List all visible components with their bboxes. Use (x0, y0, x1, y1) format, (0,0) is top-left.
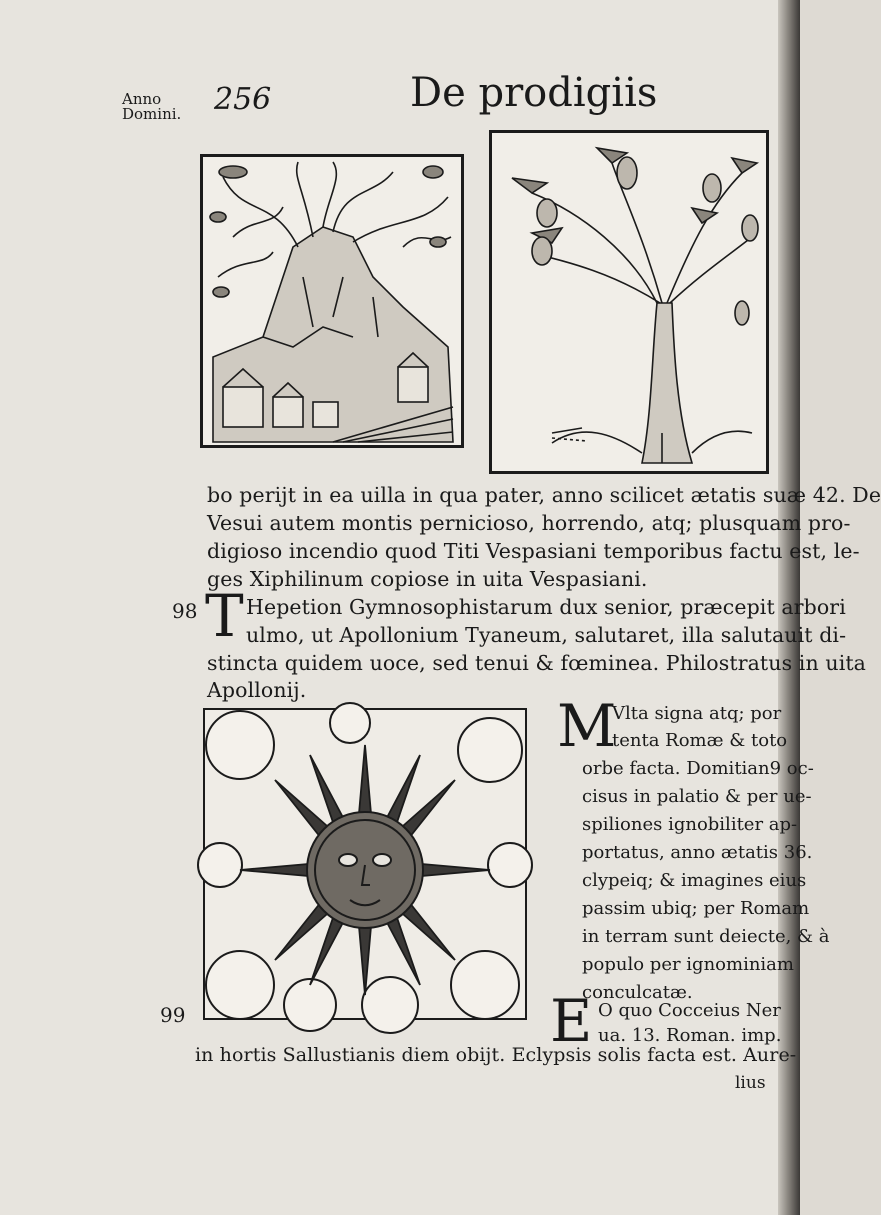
running-title: De prodigiis (410, 70, 658, 116)
text-line: orbe facta. Domitian9 oc- (582, 758, 814, 779)
text-line: populo per ignominiam (582, 954, 794, 975)
text-line: O quo Cocceius Ner (598, 1000, 781, 1021)
text-line: Apollonij. (207, 678, 307, 702)
section-number: 98 (172, 599, 198, 623)
text-line: ges Xiphilinum copiose in uita Vespasiani. (207, 567, 648, 591)
drop-cap: M (557, 692, 617, 760)
catchword: lius (735, 1073, 766, 1093)
margin-note: Anno Domini. (122, 90, 182, 123)
text-line: ua. 13. Roman. imp. (598, 1025, 782, 1046)
text-line: passim ubiq; per Romam (582, 898, 810, 919)
text-line: ulmo, ut Apollonium Tyaneum, salutaret, illa salutauit di- (246, 623, 847, 647)
volcano-woodcut (200, 154, 464, 448)
text-line: Vlta signa atq; por (612, 703, 782, 724)
page-number: 256 (214, 82, 272, 117)
section-number: 99 (160, 1003, 186, 1027)
sun-woodcut (200, 705, 530, 1023)
text-line: spiliones ignobiliter ap- (582, 814, 798, 835)
text-line: stincta quidem uoce, sed tenui & fœminea. Philostratus in uita (207, 651, 867, 675)
text-line: in terram sunt deiecte, & à (582, 926, 830, 947)
text-line: Vesui autem montis pernicioso, horrendo, atq; plusquam pro- (207, 511, 851, 535)
text-line: conculcatæ. (582, 982, 693, 1003)
drop-cap: E (550, 987, 593, 1055)
text-line: digioso incendio quod Titi Vespasiani temporibus factu est, le- (207, 539, 860, 563)
text-line: in hortis Sallustianis diem obijt. Eclypsis solis facta est. Aure- (195, 1044, 797, 1066)
text-line: tenta Romæ & toto (612, 730, 788, 751)
text-line: bo perijt in ea uilla in qua pater, anno scilicet ætatis suæ 42. De (207, 483, 881, 507)
text-line: cisus in palatio & per ue- (582, 786, 812, 807)
tree-woodcut (489, 130, 769, 474)
text-line: clypeiq; & imagines eius (582, 870, 807, 891)
volcano-illustration (203, 157, 461, 445)
drop-cap: T (205, 582, 244, 650)
tree-illustration (492, 133, 766, 471)
sun-illustration (200, 705, 530, 1023)
text-line: portatus, anno ætatis 36. (582, 842, 813, 863)
text-line: Hepetion Gymnosophistarum dux senior, præcepit arbori (246, 595, 846, 619)
